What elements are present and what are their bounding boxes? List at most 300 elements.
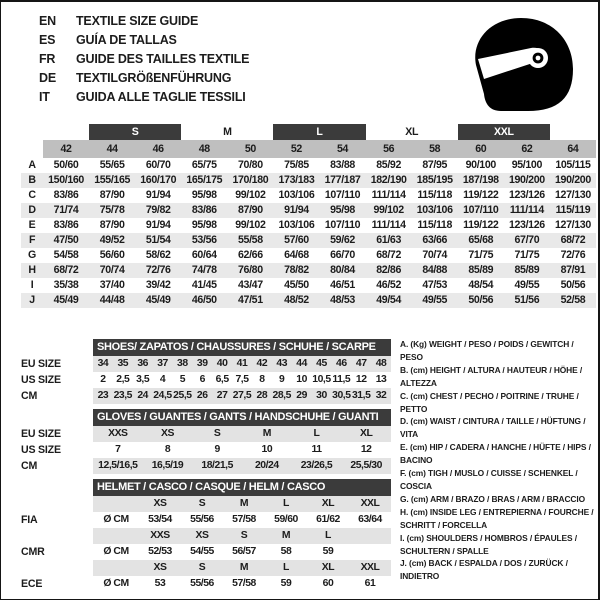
value-cell: 107/110	[324, 189, 361, 201]
value-cell: 32	[375, 390, 387, 401]
table-row	[21, 388, 391, 404]
value-cell: 190/200	[504, 173, 550, 188]
unit-cell: Ø CM	[103, 578, 129, 589]
value-cell: 63/66	[412, 233, 458, 248]
value-cell: 34	[97, 358, 109, 369]
row-values	[93, 388, 391, 404]
value-cell: 70/80	[237, 159, 263, 171]
value-cell: 91/94	[273, 203, 319, 218]
value-cell: 155/165	[89, 173, 135, 188]
size-band-xl: XL	[405, 126, 419, 138]
size-cell: 46	[135, 140, 181, 158]
value-cell: 10,5	[312, 374, 331, 385]
size-cell: 56	[366, 140, 412, 158]
helmet-size-row	[21, 560, 391, 576]
value-cell: 160/170	[135, 173, 181, 188]
value-cell: 71/74	[43, 203, 89, 218]
size-cell: 52	[273, 140, 319, 158]
value-cell: 4	[159, 374, 166, 385]
size-band-s: S	[89, 124, 181, 140]
value-cell: 47	[355, 358, 367, 369]
value-cell: 27	[216, 390, 228, 401]
value-cell: 190/200	[550, 173, 596, 188]
size-cell: XXL	[360, 498, 380, 509]
value-cell: 76/80	[227, 263, 273, 278]
value-cell: 47/50	[43, 233, 89, 248]
size-band-row	[21, 122, 596, 140]
size-cell: XL	[321, 498, 335, 509]
value-cell: 82/86	[366, 263, 412, 278]
value-cell: M	[262, 428, 271, 439]
value-cell: 30,5	[332, 390, 351, 401]
language-row	[39, 69, 249, 88]
value-cell: 72/76	[560, 249, 586, 261]
value-cell: 40	[216, 358, 228, 369]
value-cell: 28	[256, 390, 268, 401]
helmet-size-row	[21, 496, 391, 512]
language-row	[39, 50, 249, 69]
value-cell: 103/106	[278, 219, 315, 231]
value-cell: 115/118	[417, 219, 453, 231]
value-cell: 47/51	[227, 293, 273, 308]
value-cell: 70/74	[422, 249, 448, 261]
value-cell: 182/190	[366, 173, 412, 188]
legend-item: E. (cm) HIP / CADERA / HANCHE / HÜFTE / HIPS / BACINO	[400, 442, 591, 466]
value-cell: 87/95	[422, 159, 448, 171]
value-cell: 91/94	[145, 189, 171, 201]
legend-item: F. (cm) TIGH / MUSLO / CUISSE / SCHENKEL / COSCIA	[400, 468, 578, 491]
value-cell: 12	[355, 374, 367, 385]
size-cell: 42	[43, 140, 89, 158]
value-cell: 111/114	[371, 189, 406, 201]
value-cell: 46/52	[376, 279, 401, 291]
value-cell: 119/122	[463, 189, 499, 201]
size-cell: XS	[153, 498, 167, 509]
shoes-rows	[21, 356, 391, 404]
table-row	[21, 442, 391, 458]
language-code: DE	[39, 71, 56, 85]
value-cell: 51/54	[135, 233, 181, 248]
row-letter: F	[21, 233, 43, 248]
value-cell: 39/42	[145, 279, 171, 291]
value-cell: 65/68	[458, 233, 504, 248]
table-row	[21, 173, 596, 188]
value-cell: 46/50	[181, 293, 227, 308]
row-values	[93, 442, 391, 458]
value-cell: 58	[280, 546, 292, 557]
value-cell: 50/60	[53, 159, 79, 171]
textile-size-table	[21, 122, 596, 308]
size-cell: XS	[153, 562, 167, 573]
value-cell: 187/198	[458, 173, 504, 188]
value-cell: 95/100	[511, 159, 543, 171]
value-cell: 99/102	[235, 189, 266, 201]
value-cell: 65/75	[191, 159, 217, 171]
value-cell: 31,5	[351, 390, 371, 401]
language-label: GUÍA DE TALLAS	[76, 33, 177, 47]
gloves-header	[21, 409, 391, 426]
value-cell: 28,5	[272, 390, 291, 401]
value-cell: 55/56	[190, 578, 214, 589]
value-cell: 11	[311, 444, 322, 455]
size-cell: XXS	[150, 530, 170, 541]
language-label: TEXTILGRÖßENFÜHRUNG	[76, 71, 232, 85]
value-cell: 61/63	[366, 233, 412, 248]
size-cell: 54	[319, 140, 365, 158]
value-cell: 23,5	[113, 390, 132, 401]
value-cell: 56/57	[232, 546, 256, 557]
language-code: EN	[39, 14, 56, 28]
value-cell: 12,5/16,5	[98, 460, 138, 471]
value-cell: 59	[280, 578, 292, 589]
value-cell: 91/94	[145, 219, 171, 231]
value-cell: 83/86	[53, 219, 79, 231]
measurement-legend	[400, 338, 598, 583]
value-cell: 66/70	[330, 249, 355, 261]
value-cell: 6	[199, 374, 205, 385]
value-cell: 37	[157, 358, 168, 369]
value-cell: 67/70	[504, 233, 550, 248]
size-cell: 50	[227, 140, 273, 158]
table-row	[21, 372, 391, 388]
value-cell: 48/52	[273, 293, 319, 308]
agency-label: FIA	[21, 514, 38, 526]
legend-item: G. (cm) ARM / BRAZO / BRAS / ARM / BRACCIO	[400, 493, 586, 504]
table-row	[21, 263, 596, 278]
value-cell: 177/187	[319, 173, 365, 188]
value-cell: 64/68	[284, 249, 309, 261]
row-values	[93, 372, 391, 388]
row-letter: D	[21, 203, 43, 218]
value-cell: 103/106	[278, 189, 315, 201]
value-cell: 24	[137, 390, 148, 401]
value-cell: 57/58	[232, 514, 256, 525]
value-cell: 59/60	[274, 514, 298, 525]
helmet-value-row	[21, 512, 391, 528]
row-label: EU SIZE	[21, 358, 61, 370]
value-cell: 87/90	[99, 189, 125, 201]
value-cell: 107/110	[458, 203, 504, 218]
value-cell: 55/56	[190, 514, 214, 525]
value-cell: 8	[259, 374, 265, 385]
legend-item: J. (cm) BACK / ESPALDA / DOS / ZURÜCK / INDIETRO	[400, 558, 568, 582]
value-cell: 61	[364, 578, 376, 589]
table-row	[21, 356, 391, 372]
row-values	[93, 576, 391, 592]
row-label: CM	[21, 460, 38, 472]
corner-cell	[21, 140, 43, 158]
value-cell: 87/91	[550, 263, 596, 278]
value-cell: 99/102	[235, 219, 266, 231]
helmet-table	[21, 479, 391, 592]
value-cell: 43	[276, 358, 288, 369]
lower-tables	[21, 339, 391, 597]
table-row	[21, 458, 391, 474]
value-cell: 123/126	[508, 219, 545, 231]
header-spacer	[21, 409, 93, 426]
language-label: GUIDE DES TAILLES TEXTILE	[76, 52, 250, 66]
value-cell: 75/78	[89, 203, 135, 218]
helmet-rows	[21, 496, 391, 592]
value-cell: 5	[179, 374, 186, 385]
value-cell: L	[313, 428, 320, 439]
value-cell: 87/90	[227, 203, 273, 218]
value-cell: 95/98	[191, 189, 217, 201]
legend-item: I. (cm) SHOULDERS / HOMBROS / ÉPAULES / SCHULTERN / SPALLE	[400, 532, 577, 556]
value-cell: 3,5	[136, 374, 150, 385]
value-cell: 35/38	[53, 279, 79, 291]
table-row	[21, 426, 391, 442]
value-cell: 23	[97, 390, 109, 401]
header-spacer	[21, 479, 93, 496]
value-cell: 170/180	[227, 173, 273, 188]
value-cell: 39	[196, 358, 208, 369]
shoes-table	[21, 339, 391, 404]
size-band-m: M	[223, 126, 232, 138]
language-row	[39, 31, 249, 50]
value-cell: 165/175	[181, 173, 227, 188]
size-cell: XL	[321, 562, 335, 573]
value-cell: 127/130	[555, 189, 591, 201]
value-cell: 71/75	[514, 249, 540, 261]
unit-cell: Ø CM	[103, 514, 129, 525]
value-cell: 56/60	[99, 249, 125, 261]
value-cell: 107/110	[324, 219, 361, 231]
value-cell: 123/126	[508, 189, 545, 201]
legend-item: D. (cm) WAIST / CINTURA / TAILLE / HÜFTUNG / VITA	[400, 416, 586, 440]
table-row	[21, 218, 596, 233]
value-cell: XXS	[108, 428, 128, 439]
gloves-title: GLOVES / GUANTES / GANTS / HANDSCHUHE / GUANTI	[93, 409, 391, 426]
value-cell: 48/53	[319, 293, 365, 308]
size-cell: 60	[458, 140, 504, 158]
value-cell: S	[213, 428, 221, 439]
row-letter: B	[21, 173, 43, 188]
row-values	[93, 560, 391, 576]
value-cell: 115/118	[417, 189, 453, 201]
value-cell: 24,5	[153, 390, 172, 401]
value-cell: 127/130	[555, 219, 591, 231]
value-cell: 20/24	[254, 460, 279, 471]
row-values	[93, 528, 391, 544]
value-cell: 71/75	[468, 249, 494, 261]
helmet-icon	[461, 14, 581, 114]
size-cell: M	[239, 562, 249, 573]
helmet-value-row	[21, 544, 391, 560]
value-cell: 43/47	[237, 279, 263, 291]
legend-item: A. (Kg) WEIGHT / PESO / POIDS / GEWITCH / PESO	[400, 339, 574, 362]
value-cell: 53/54	[148, 514, 172, 525]
size-cell: S	[240, 530, 248, 541]
value-cell: 8	[164, 444, 171, 455]
value-cell: 50/56	[458, 293, 504, 308]
row-letter: A	[28, 159, 36, 171]
size-cell: 48	[181, 140, 227, 158]
helmet-header	[21, 479, 391, 496]
value-cell: 42	[256, 358, 268, 369]
value-cell: 9	[214, 444, 220, 455]
legend-item: C. (cm) CHEST / PECHO / POITRINE / TRUHE / PETTO	[400, 390, 579, 414]
value-cell: 2,5	[116, 374, 130, 385]
value-cell: XS	[161, 428, 174, 439]
value-cell: 83/86	[53, 189, 79, 201]
legend-item: H. (cm) INSIDE LEG / ENTREPIERNA / FOURCHE / SCHRITT / FORCELLA	[400, 506, 594, 530]
value-cell: 48/54	[468, 279, 494, 291]
value-cell: 54/55	[190, 546, 214, 557]
value-cell: 7	[115, 444, 121, 455]
value-cell: 12	[360, 444, 372, 455]
row-letter: H	[21, 263, 43, 278]
value-cell: 68/72	[376, 249, 401, 261]
row-label: US SIZE	[21, 444, 61, 456]
value-cell: 50/56	[560, 279, 586, 291]
legend-item: B. (cm) HEIGHT / ALTURA / HAUTEUR / HÖHE / ALTEZZA	[400, 364, 583, 388]
size-band-l: L	[273, 124, 365, 140]
value-cell: XL	[359, 428, 373, 439]
value-cell: 85/89	[504, 263, 550, 278]
language-label: TEXTILE SIZE GUIDE	[76, 14, 199, 28]
value-cell: 11,5	[332, 374, 351, 385]
value-cell: 173/183	[273, 173, 319, 188]
value-cell: 52/58	[550, 293, 596, 308]
size-cell: M	[281, 530, 291, 541]
value-cell: 35	[117, 358, 129, 369]
value-cell: 49/55	[514, 279, 540, 291]
value-cell: 27,5	[232, 390, 252, 401]
value-cell: 47/53	[422, 279, 448, 291]
table-row	[21, 233, 596, 248]
value-cell: 105/115	[555, 159, 591, 171]
size-cell: S	[198, 498, 206, 509]
value-cell: 54/58	[53, 249, 79, 261]
row-label: US SIZE	[21, 374, 61, 386]
value-cell: 44/48	[89, 293, 135, 308]
unit-cell: Ø CM	[103, 546, 129, 557]
value-cell: 16,5/19	[151, 460, 184, 471]
language-row	[39, 88, 249, 107]
value-cell: 25,5	[173, 390, 192, 401]
size-band-xxl: XXL	[458, 124, 550, 140]
value-cell: 51/56	[504, 293, 550, 308]
value-cell: 53/56	[181, 233, 227, 248]
value-cell: 25,5/30	[350, 460, 382, 471]
value-cell: 99/102	[366, 203, 412, 218]
table-row	[21, 203, 596, 218]
value-cell: 61/62	[316, 514, 340, 525]
value-cell: 85/92	[376, 159, 401, 171]
value-cell: 46	[335, 358, 347, 369]
row-values	[93, 496, 391, 512]
value-cell: 70/74	[89, 263, 135, 278]
size-cell: M	[239, 498, 249, 509]
value-cell: 41	[236, 358, 248, 369]
value-cell: 45/49	[43, 293, 89, 308]
value-cell: 84/88	[412, 263, 458, 278]
value-cell: 83/86	[181, 203, 227, 218]
row-values	[93, 356, 391, 372]
value-cell: 95/98	[319, 203, 365, 218]
row-letter: E	[28, 219, 36, 231]
size-cell: 44	[89, 140, 135, 158]
value-cell: 23/26,5	[300, 460, 333, 471]
value-cell: 60	[322, 578, 334, 589]
value-cell: 59	[322, 546, 334, 557]
value-cell: 37/40	[99, 279, 125, 291]
value-cell: 87/90	[99, 219, 125, 231]
value-cell: 41/45	[191, 279, 217, 291]
table-row	[21, 158, 596, 173]
value-cell: 60/64	[191, 249, 217, 261]
gloves-table	[21, 409, 391, 474]
language-row	[39, 12, 249, 31]
value-cell: 49/55	[412, 293, 458, 308]
value-cell: 45/49	[135, 293, 181, 308]
value-cell: 119/122	[463, 219, 499, 231]
size-cell: S	[198, 562, 206, 573]
value-cell: 103/106	[412, 203, 458, 218]
table-row	[21, 248, 596, 263]
size-cell: 62	[504, 140, 550, 158]
value-cell: 111/114	[371, 219, 406, 231]
value-cell: 9	[279, 374, 285, 385]
value-cell: 111/114	[504, 203, 550, 218]
numeric-size-row	[21, 140, 596, 158]
size-cell: XXL	[360, 562, 380, 573]
language-label: GUIDA ALLE TAGLIE TESSILI	[76, 90, 246, 104]
value-cell: 45	[316, 358, 327, 369]
value-cell: 49/54	[366, 293, 412, 308]
value-cell: 52/53	[148, 546, 172, 557]
row-values	[93, 544, 391, 560]
value-cell: 80/84	[319, 263, 365, 278]
value-cell: 83/88	[330, 159, 355, 171]
row-values	[93, 426, 391, 442]
row-values	[93, 458, 391, 474]
value-cell: 58/62	[145, 249, 171, 261]
size-cell: 58	[412, 140, 458, 158]
value-cell: 49/52	[89, 233, 135, 248]
row-label	[21, 528, 93, 544]
value-cell: 36	[137, 358, 148, 369]
value-cell: 90/100	[465, 159, 496, 171]
language-code: IT	[39, 90, 50, 104]
row-label	[21, 496, 93, 512]
value-cell: 46/51	[330, 279, 355, 291]
value-cell: 85/89	[458, 263, 504, 278]
value-cell: 115/119	[550, 203, 596, 218]
value-cell: 68/72	[550, 233, 596, 248]
value-cell: 68/72	[43, 263, 89, 278]
agency-label: CMR	[21, 546, 45, 558]
value-cell: 48	[375, 358, 387, 369]
value-cell: 29	[296, 390, 307, 401]
value-cell: 18/21,5	[201, 460, 233, 471]
value-cell: 75/85	[284, 159, 309, 171]
value-cell: 74/78	[181, 263, 227, 278]
value-cell: 185/195	[412, 173, 458, 188]
size-cell: L	[283, 498, 289, 509]
language-code: ES	[39, 33, 56, 47]
row-label: CM	[21, 390, 38, 402]
size-cell: 64	[550, 140, 596, 158]
shoes-header	[21, 339, 391, 356]
value-cell: 2	[100, 374, 106, 385]
helmet-value-row	[21, 576, 391, 592]
gloves-rows	[21, 426, 391, 474]
value-cell: 6,5	[215, 374, 229, 385]
value-cell: 72/76	[135, 263, 181, 278]
value-cell: 57/58	[232, 578, 256, 589]
